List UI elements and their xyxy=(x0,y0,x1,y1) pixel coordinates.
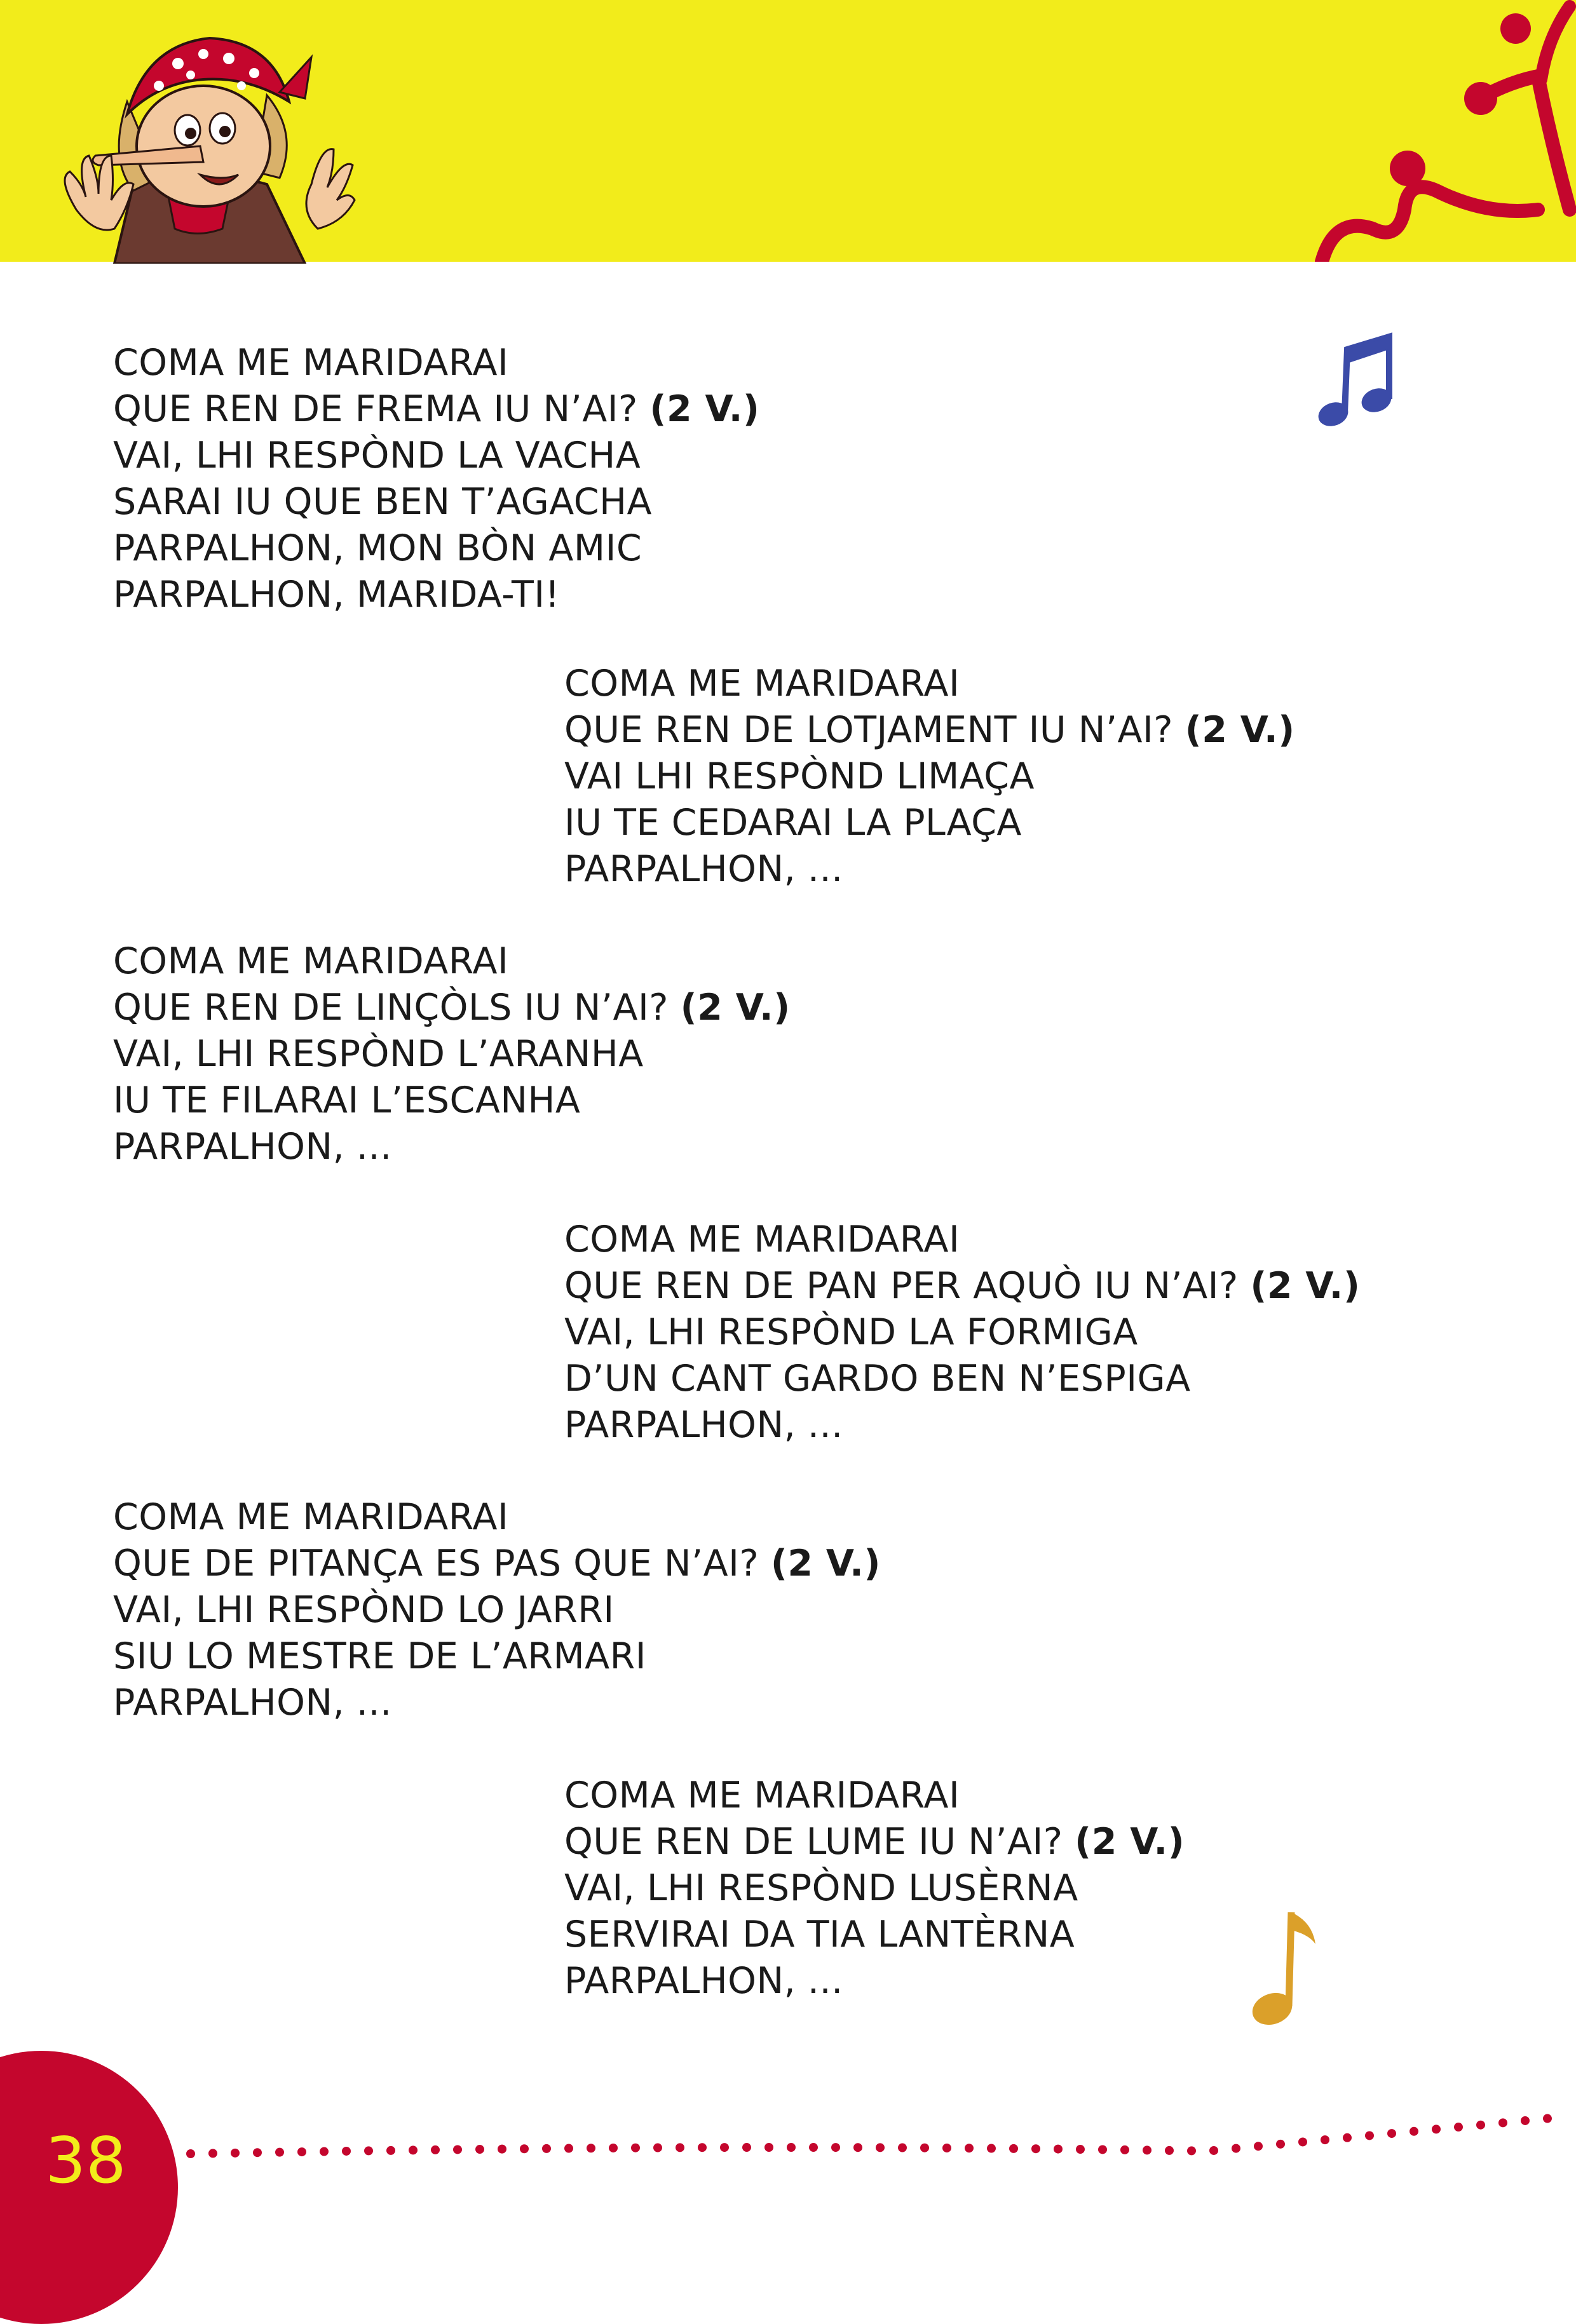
lyric-line: VAI, LHI RESPÒND L’ARANHA xyxy=(113,1033,644,1075)
decor-dot xyxy=(653,2144,662,2152)
lyric-line: PARPALHON, ... xyxy=(564,1960,843,2002)
decor-dot xyxy=(1165,2146,1174,2155)
decor-dot xyxy=(831,2143,840,2152)
mascot-icon xyxy=(38,19,356,264)
music-note-icon xyxy=(1246,1900,1328,2033)
decor-dot xyxy=(1120,2145,1129,2154)
decor-dot xyxy=(231,2149,240,2158)
decor-dot xyxy=(787,2143,796,2152)
repeat-marker: (2 V.) xyxy=(770,1543,881,1584)
decor-dot xyxy=(542,2144,551,2153)
lyric-line: PARPALHON, ... xyxy=(113,1126,392,1168)
repeat-marker: (2 V.) xyxy=(649,388,760,430)
decor-dot xyxy=(942,2144,951,2152)
lyric-line: VAI, LHI RESPÒND LA FORMIGA xyxy=(564,1311,1138,1353)
decor-dot xyxy=(987,2144,996,2153)
lyric-line: VAI, LHI RESPÒND LA VACHA xyxy=(113,435,641,476)
decor-dot xyxy=(1232,2144,1240,2153)
decor-dot xyxy=(809,2143,818,2152)
lyric-line: QUE REN DE FREMA IU N’AI? (2 V.) xyxy=(113,388,760,430)
decor-dot xyxy=(186,2149,195,2158)
lyric-line: QUE DE PITANÇA ES PAS QUE N’AI? (2 V.) xyxy=(113,1543,881,1584)
lyric-line: VAI, LHI RESPÒND LUSÈRNA xyxy=(564,1867,1078,1909)
decor-dot xyxy=(342,2147,351,2156)
lyric-line: VAI, LHI RESPÒND LO JARRI xyxy=(113,1589,615,1631)
decor-dot xyxy=(853,2143,862,2152)
decor-dot xyxy=(876,2143,885,2152)
decor-dot xyxy=(1498,2118,1507,2127)
decor-dot xyxy=(1521,2116,1530,2125)
decor-dot xyxy=(920,2144,929,2152)
lyric-line: QUE REN DE LUME IU N’AI? (2 V.) xyxy=(564,1821,1185,1863)
decor-dot xyxy=(364,2146,373,2155)
decor-dot xyxy=(1187,2146,1196,2155)
lyric-line: QUE REN DE LOTJAMENT IU N’AI? (2 V.) xyxy=(564,709,1295,751)
repeat-marker: (2 V.) xyxy=(680,987,791,1029)
decor-dot xyxy=(253,2148,262,2157)
decor-dot xyxy=(564,2144,573,2153)
decor-dot xyxy=(1209,2146,1218,2155)
lyric-line: COMA ME MARIDARAI xyxy=(113,342,509,384)
lyric-line: D’UN CANT GARDO BEN N’ESPIGA xyxy=(564,1358,1191,1400)
dotted-line-icon xyxy=(178,2090,1576,2192)
decor-dot xyxy=(1254,2142,1263,2151)
lyric-line: IU TE FILARAI L’ESCANHA xyxy=(113,1079,581,1121)
lyric-line: PARPALHON, ... xyxy=(564,1404,843,1446)
page-number: 38 xyxy=(45,2123,126,2198)
decor-dot xyxy=(431,2145,440,2154)
lyric-line: COMA ME MARIDARAI xyxy=(564,1219,960,1260)
decor-dot xyxy=(498,2145,506,2154)
lyric-line: IU TE CEDARAI LA PLAÇA xyxy=(564,802,1022,844)
decor-dot xyxy=(1321,2135,1329,2144)
stanza-6 xyxy=(564,1773,1185,2004)
repeat-marker: (2 V.) xyxy=(1185,709,1295,751)
decor-dot xyxy=(965,2144,974,2152)
lyric-line: QUE REN DE PAN PER AQUÒ IU N’AI? (2 V.) xyxy=(564,1265,1361,1307)
decor-dot xyxy=(1387,2129,1396,2138)
decor-dot xyxy=(1343,2133,1352,2142)
lyric-line: SARAI IU QUE BEN T’AGACHA xyxy=(113,481,652,523)
lyric-line: COMA ME MARIDARAI xyxy=(113,940,509,982)
decor-dot xyxy=(1298,2137,1307,2146)
decor-dot xyxy=(698,2143,707,2152)
lyric-line: PARPALHON, MARIDA-TI! xyxy=(113,574,560,616)
decor-dot xyxy=(386,2146,395,2155)
decor-dot xyxy=(409,2145,418,2154)
stanza-2 xyxy=(564,661,1295,893)
lyric-line: COMA ME MARIDARAI xyxy=(564,1774,960,1816)
decor-dot xyxy=(609,2144,618,2152)
decor-dot xyxy=(1009,2144,1018,2153)
lyric-line: PARPALHON, MON BÒN AMIC xyxy=(113,527,642,569)
stanza-1 xyxy=(113,340,759,618)
music-note-icon xyxy=(1314,324,1397,432)
decor-dot xyxy=(297,2147,306,2156)
decor-dot xyxy=(1031,2144,1040,2153)
decor-dot xyxy=(764,2143,773,2152)
decor-dot xyxy=(1276,2140,1285,2149)
decor-dot xyxy=(1432,2125,1441,2133)
decor-dot xyxy=(520,2144,529,2153)
decor-dot xyxy=(1365,2131,1374,2140)
repeat-marker: (2 V.) xyxy=(1250,1265,1361,1307)
lyric-line: SERVIRAI DA TIA LANTÈRNA xyxy=(564,1914,1075,1956)
lyric-line: SIU LO MESTRE DE L’ARMARI xyxy=(113,1635,647,1677)
repeat-marker: (2 V.) xyxy=(1075,1821,1185,1863)
decor-dot xyxy=(453,2145,462,2154)
decor-dot xyxy=(320,2147,329,2156)
decor-dot xyxy=(1454,2123,1463,2131)
decor-dot xyxy=(208,2149,217,2158)
decor-dot xyxy=(631,2144,640,2152)
decor-dot xyxy=(475,2145,484,2154)
lyric-line: QUE REN DE LINÇÒLS IU N’AI? (2 V.) xyxy=(113,987,791,1029)
stanza-3 xyxy=(113,938,791,1170)
stanza-5 xyxy=(113,1494,881,1726)
lyric-line: VAI LHI RESPÒND LIMAÇA xyxy=(564,755,1035,797)
wavy-dotted-line-icon xyxy=(1296,0,1576,262)
stanza-4 xyxy=(564,1217,1360,1449)
decor-dot xyxy=(676,2143,684,2152)
decor-dot xyxy=(1543,2114,1552,2123)
decor-dot xyxy=(1054,2145,1063,2154)
decor-dot xyxy=(1476,2121,1485,2130)
decor-dot xyxy=(587,2144,595,2152)
decor-dot xyxy=(275,2148,284,2157)
lyric-line: COMA ME MARIDARAI xyxy=(113,1496,509,1538)
lyric-line: PARPALHON, ... xyxy=(113,1682,392,1724)
decor-dot xyxy=(1076,2145,1085,2154)
lyric-line: PARPALHON, ... xyxy=(564,848,843,890)
decor-dot xyxy=(898,2144,907,2152)
decor-dot xyxy=(1143,2145,1151,2154)
decor-dot xyxy=(720,2143,729,2152)
decor-dot xyxy=(1410,2127,1418,2136)
lyric-line: COMA ME MARIDARAI xyxy=(564,663,960,705)
decor-dot xyxy=(1098,2145,1107,2154)
decor-dot xyxy=(742,2143,751,2152)
